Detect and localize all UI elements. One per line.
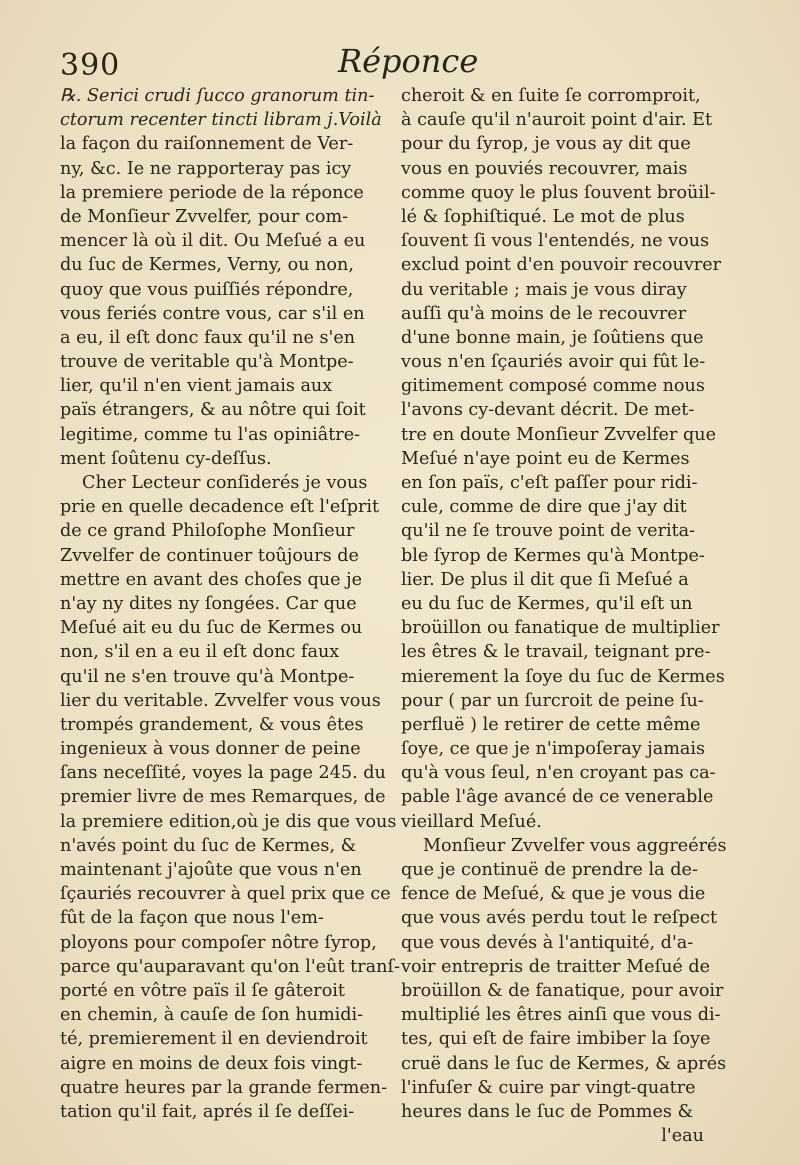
text-line: cheroit & en ſuite ſe corromproit, xyxy=(401,86,701,106)
text-line: mettre en avant des choſes que je xyxy=(60,569,362,590)
catchword: l'eau xyxy=(661,1126,704,1147)
text-line: parce qu'auparavant qu'on l'eût tranſ- xyxy=(60,956,400,977)
text-line: Meſué n'aye point eu de Kermes xyxy=(401,448,690,469)
text-line: premier livre de mes Remarques, de xyxy=(60,787,386,808)
text-line: auſſi qu'à moins de le recouvrer xyxy=(401,303,687,324)
text-line: exclud point d'en pouvoir recouvrer xyxy=(401,255,722,276)
text-line: que je continuë de prendre la de- xyxy=(401,860,698,880)
left-text-column xyxy=(60,84,400,1124)
text-line: l'infuſer & cuire par vingt-quatre xyxy=(401,1077,696,1098)
text-line: pable l'âge avancé de ce venerable xyxy=(401,787,714,808)
text-line: pour du ſyrop, je vous ay dit que xyxy=(401,134,691,155)
text-line: en ſon païs, c'eſt paſſer pour ridi- xyxy=(401,473,698,493)
text-line: voir entrepris de traitter Meſué de xyxy=(401,956,711,977)
text-line: non, s'il en a eu il eſt donc faux xyxy=(60,642,340,663)
text-line: cruë dans le ſuc de Kermes, & aprés xyxy=(401,1053,727,1074)
text-line: Meſué ait eu du ſuc de Kermes ou xyxy=(60,618,363,639)
text-line: té, premierement il en deviendroit xyxy=(60,1029,368,1050)
text-line: mencer là où il dit. Ou Meſué a eu xyxy=(60,231,366,252)
text-line: lier du veritable. Zvvelfer vous vous xyxy=(60,690,381,711)
page-number: 390 xyxy=(60,48,121,83)
running-title: Réponce xyxy=(338,42,479,80)
right-text-column xyxy=(401,84,727,1148)
text-line: ingenieux à vous donner de peine xyxy=(60,739,361,760)
text-line: lé & ſophiſtiqué. Le mot de plus xyxy=(401,206,685,227)
text-line: vieillard Meſué. xyxy=(401,811,542,832)
text-line: ployons pour compoſer nôtre ſyrop, xyxy=(60,932,377,953)
text-line: trouve de veritable qu'à Montpe- xyxy=(60,352,354,373)
text-line: porté en vôtre païs il ſe gâteroit xyxy=(60,980,345,1001)
text-line: du veritable ; mais je vous diray xyxy=(401,279,687,300)
text-line: quoy que vous puiſſiés répondre, xyxy=(60,279,354,300)
text-line: à cauſe qu'il n'auroit point d'air. Et xyxy=(401,110,713,131)
text-line: n'ay ny dites ny ſongées. Car que xyxy=(60,593,357,614)
text-line: qu'il ne s'en trouve qu'à Montpe- xyxy=(60,666,355,687)
text-line: ble ſyrop de Kermes qu'à Montpe- xyxy=(401,545,705,566)
text-line: ℞. Serici crudi ſucco granorum tin- xyxy=(60,86,375,106)
text-line: comme quoy le plus ſouvent broüil- xyxy=(401,182,716,203)
text-line: que vous avés perdu tout le reſpect xyxy=(401,908,718,929)
text-line: les êtres & le travail, teignant pre- xyxy=(401,642,711,663)
text-line: la premiere edition,où je dis que vous xyxy=(60,811,397,832)
text-line: la façon du raiſonnement de Ver- xyxy=(60,134,354,155)
text-line: de Monſieur Zvvelfer, pour com- xyxy=(60,206,349,227)
text-line: ſans neceſſité, voyes la page 245. du xyxy=(60,763,386,784)
text-line: eu du ſuc de Kermes, qu'il eſt un xyxy=(401,593,693,614)
text-line: tes, qui eſt de faire imbiber la ſoye xyxy=(401,1029,711,1050)
text-line: en chemin, à cauſe de ſon humidi- xyxy=(60,1005,364,1026)
text-line: païs étrangers, & au nôtre qui ſoit xyxy=(60,400,366,421)
text-line: heures dans le ſuc de Pommes & xyxy=(401,1101,694,1122)
text-line: Zvvelfer de continuer toûjours de xyxy=(60,545,359,566)
text-line: ſouvent ſi vous l'entendés, ne vous xyxy=(401,231,710,252)
text-line: lier. De plus il dit que ſi Meſué a xyxy=(401,569,689,590)
text-line: qu'il ne ſe trouve point de verita- xyxy=(401,521,696,542)
text-line: l'avons cy-devant décrit. De met- xyxy=(401,400,695,421)
text-line: mierement la ſoye du ſuc de Kermes xyxy=(401,666,725,687)
text-line: gitimement composé comme nous xyxy=(401,376,705,397)
text-line: tation qu'il fait, aprés il ſe deſſei- xyxy=(60,1101,355,1122)
text-line: quatre heures par la grande fermen- xyxy=(60,1077,388,1098)
text-line: aigre en moins de deux fois vingt- xyxy=(60,1053,363,1074)
text-line: fence de Meſué, & que je vous die xyxy=(401,884,706,905)
text-line: du ſuc de Kermes, Verny, ou non, xyxy=(60,255,354,276)
text-line: prie en quelle decadence eſt l'eſprit xyxy=(60,497,380,518)
text-line: cule, comme de dire que j'ay dit xyxy=(401,497,687,518)
text-line: ny, &c. Ie ne rapporteray pas icy xyxy=(60,158,352,179)
text-line: lier, qu'il n'en vient jamais aux xyxy=(60,376,333,397)
text-line: maintenant j'ajoûte que vous n'en xyxy=(60,860,362,880)
text-line: a eu, il eſt donc faux qu'il ne s'en xyxy=(60,327,356,348)
text-line: ment ſoûtenu cy-deſſus. xyxy=(60,448,272,469)
text-line: vous n'en ſçauriés avoir qui fût le- xyxy=(401,352,706,373)
text-line: ctorum recenter tincti libram j.Voilà xyxy=(60,110,382,131)
text-line: vous feriés contre vous, car s'il en xyxy=(60,303,365,324)
text-line: perfluë ) le retirer de cette même xyxy=(401,714,701,735)
text-line: broüillon & de fanatique, pour avoir xyxy=(401,980,724,1001)
text-line: que vous devés à l'antiquité, d'a- xyxy=(401,932,694,953)
text-line: fût de la façon que nous l'em- xyxy=(60,908,324,929)
text-line: legitime, comme tu l'as opiniâtre- xyxy=(60,424,361,445)
text-line: d'une bonne main, je ſoûtiens que xyxy=(401,327,704,348)
text-line: ſoye, ce que je n'impoſeray jamais xyxy=(401,739,706,760)
text-line: tre en doute Monſieur Zvvelfer que xyxy=(401,424,716,445)
text-line: n'avés point du ſuc de Kermes, & xyxy=(60,835,357,856)
text-line: pour ( par un ſurcroit de peine ſu- xyxy=(401,690,704,711)
text-line: broüillon ou fanatique de multiplier xyxy=(401,618,720,639)
text-line: de ce grand Philoſophe Monſieur xyxy=(60,521,355,542)
text-line: qu'à vous ſeul, n'en croyant pas ca- xyxy=(401,763,716,784)
text-line: Monſieur Zvvelfer vous aggreérés xyxy=(423,835,727,856)
text-line: Cher Lecteur conſiderés je vous xyxy=(82,473,368,493)
text-line: vous en pouviés recouvrer, mais xyxy=(401,158,688,179)
text-line: trompés grandement, & vous êtes xyxy=(60,714,364,735)
text-line: ſçauriés recouvrer à quel prix que ce xyxy=(60,884,391,905)
text-line: la premiere periode de la réponce xyxy=(60,182,364,203)
text-line: multiplié les êtres ainſi que vous di- xyxy=(401,1005,721,1026)
